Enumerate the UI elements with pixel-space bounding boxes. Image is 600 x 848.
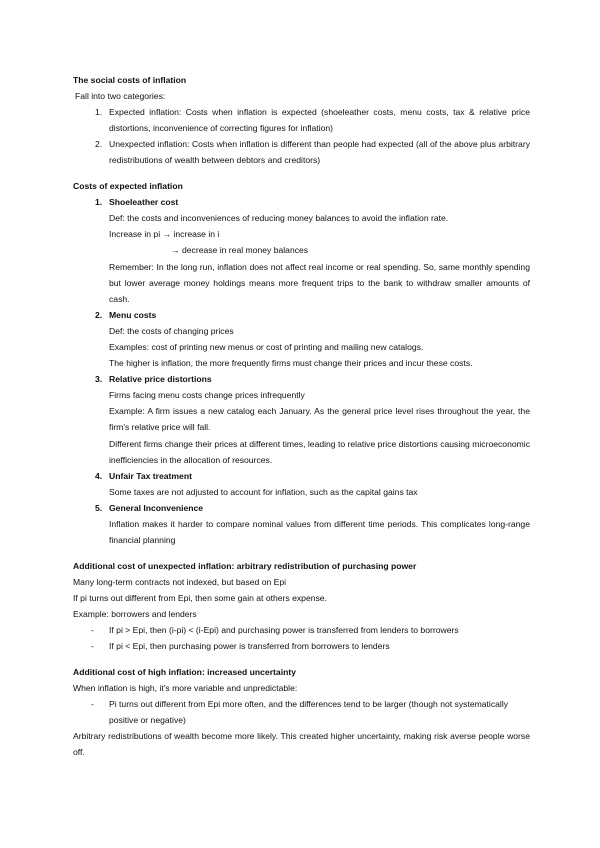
cost-paragraph: The higher is inflation, the more frequently firms must change their prices and incur these costs. xyxy=(109,358,473,369)
cost-item xyxy=(73,468,530,500)
section-heading-unexpected: Additional cost of unexpected inflation: arbitrary redistribution of purchasing power xyxy=(73,560,417,571)
list-number: 2. xyxy=(95,139,103,150)
bullet-text: Pi turns out different from Epi more often, and the differences tend to be larger (though not systematically positive or negative) xyxy=(109,698,509,726)
category-item xyxy=(73,104,530,136)
body-line: When inflation is high, it's more variable and unpredictable: xyxy=(73,682,298,693)
cost-title: Relative price distortions xyxy=(109,374,212,385)
cost-line: Firms facing menu costs change prices infrequently xyxy=(109,390,305,401)
cost-item xyxy=(73,194,530,307)
intro-line: Fall into two categories: xyxy=(75,91,166,102)
bullet-text: If pi > Epi, then (i-pi) < (i-Epi) and purchasing power is transferred from lenders to borrowers xyxy=(109,625,459,636)
cost-line: Examples: cost of printing new menus or cost of printing and mailing new catalogs. xyxy=(109,342,424,352)
cost-item xyxy=(73,371,530,468)
list-number: 1. xyxy=(95,197,103,208)
section-heading-expected: Costs of expected inflation xyxy=(73,181,183,192)
cost-item xyxy=(73,307,530,371)
cost-paragraph: Inflation makes it harder to compare nominal values from different time periods. This complicates long-range financial planning xyxy=(109,519,530,546)
cost-paragraph: Different firms change their prices at different times, leading to relative price distortions causing microeconomic inefficiencies in the allocation of resources. xyxy=(109,438,530,465)
dash-marker: - xyxy=(91,698,94,709)
list-number: 1. xyxy=(95,107,103,118)
body-line: Many long-term contracts not indexed, but based on Epi xyxy=(73,576,287,587)
cost-arrow-line: → decrease in real money balances xyxy=(171,245,309,256)
dash-marker: - xyxy=(91,625,94,636)
closing-paragraph: Arbitrary redistributions of wealth become more likely. This created higher uncertainty, making risk averse people worse off. xyxy=(73,731,530,758)
body-line: If pi turns out different from Epi, then some gain at others expense. xyxy=(73,592,327,603)
cost-title: Shoeleather cost xyxy=(109,197,179,208)
cost-item xyxy=(73,500,530,548)
body-line: Example: borrowers and lenders xyxy=(73,609,197,619)
bullet-item xyxy=(73,696,530,728)
categories-list xyxy=(73,104,530,168)
cost-paragraph: Remember: In the long run, inflation does not affect real income or real spending. So, same monthly spending but lower average money holdings means more frequent trips to the bank to withdraw smaller amounts of cash. xyxy=(109,261,530,304)
list-number: 2. xyxy=(95,309,103,320)
category-text: Expected inflation: Costs when inflation is expected (shoeleather costs, menu costs, tax & relative price distortions, inconvenience of correcting figures for inflation) xyxy=(109,107,530,134)
cost-title: Menu costs xyxy=(109,309,157,320)
section-heading-high: Additional cost of high inflation: increased uncertainty xyxy=(73,666,296,677)
document-title: The social costs of inflation xyxy=(73,75,187,85)
cost-title: Unfair Tax treatment xyxy=(109,470,192,481)
expected-costs-list xyxy=(73,194,530,548)
list-number: 4. xyxy=(95,470,103,481)
bullet-item xyxy=(73,638,530,654)
cost-line: Def: the costs of changing prices xyxy=(109,325,234,336)
list-number: 5. xyxy=(95,502,103,513)
category-item xyxy=(73,136,530,168)
cost-title: General Inconvenience xyxy=(109,502,204,513)
list-number: 3. xyxy=(95,374,103,385)
category-text: Unexpected inflation: Costs when inflation is different than people had expected (all of the above plus arbitrary redistributions of wealth between debtors and creditors) xyxy=(109,139,530,166)
dash-marker: - xyxy=(91,641,94,652)
cost-line: Some taxes are not adjusted to account for inflation, such as the capital gains tax xyxy=(109,486,418,497)
cost-line: Def: the costs and inconveniences of reducing money balances to avoid the inflation rate. xyxy=(109,213,449,224)
cost-line: Increase in pi → increase in i xyxy=(109,229,220,240)
bullet-text: If pi < Epi, then purchasing power is transferred from borrowers to lenders xyxy=(109,641,390,652)
bullet-item xyxy=(73,622,530,638)
cost-paragraph: Example: A firm issues a new catalog each January. As the general price level rises throughout the year, the firm's relative price will fall. xyxy=(109,406,530,433)
